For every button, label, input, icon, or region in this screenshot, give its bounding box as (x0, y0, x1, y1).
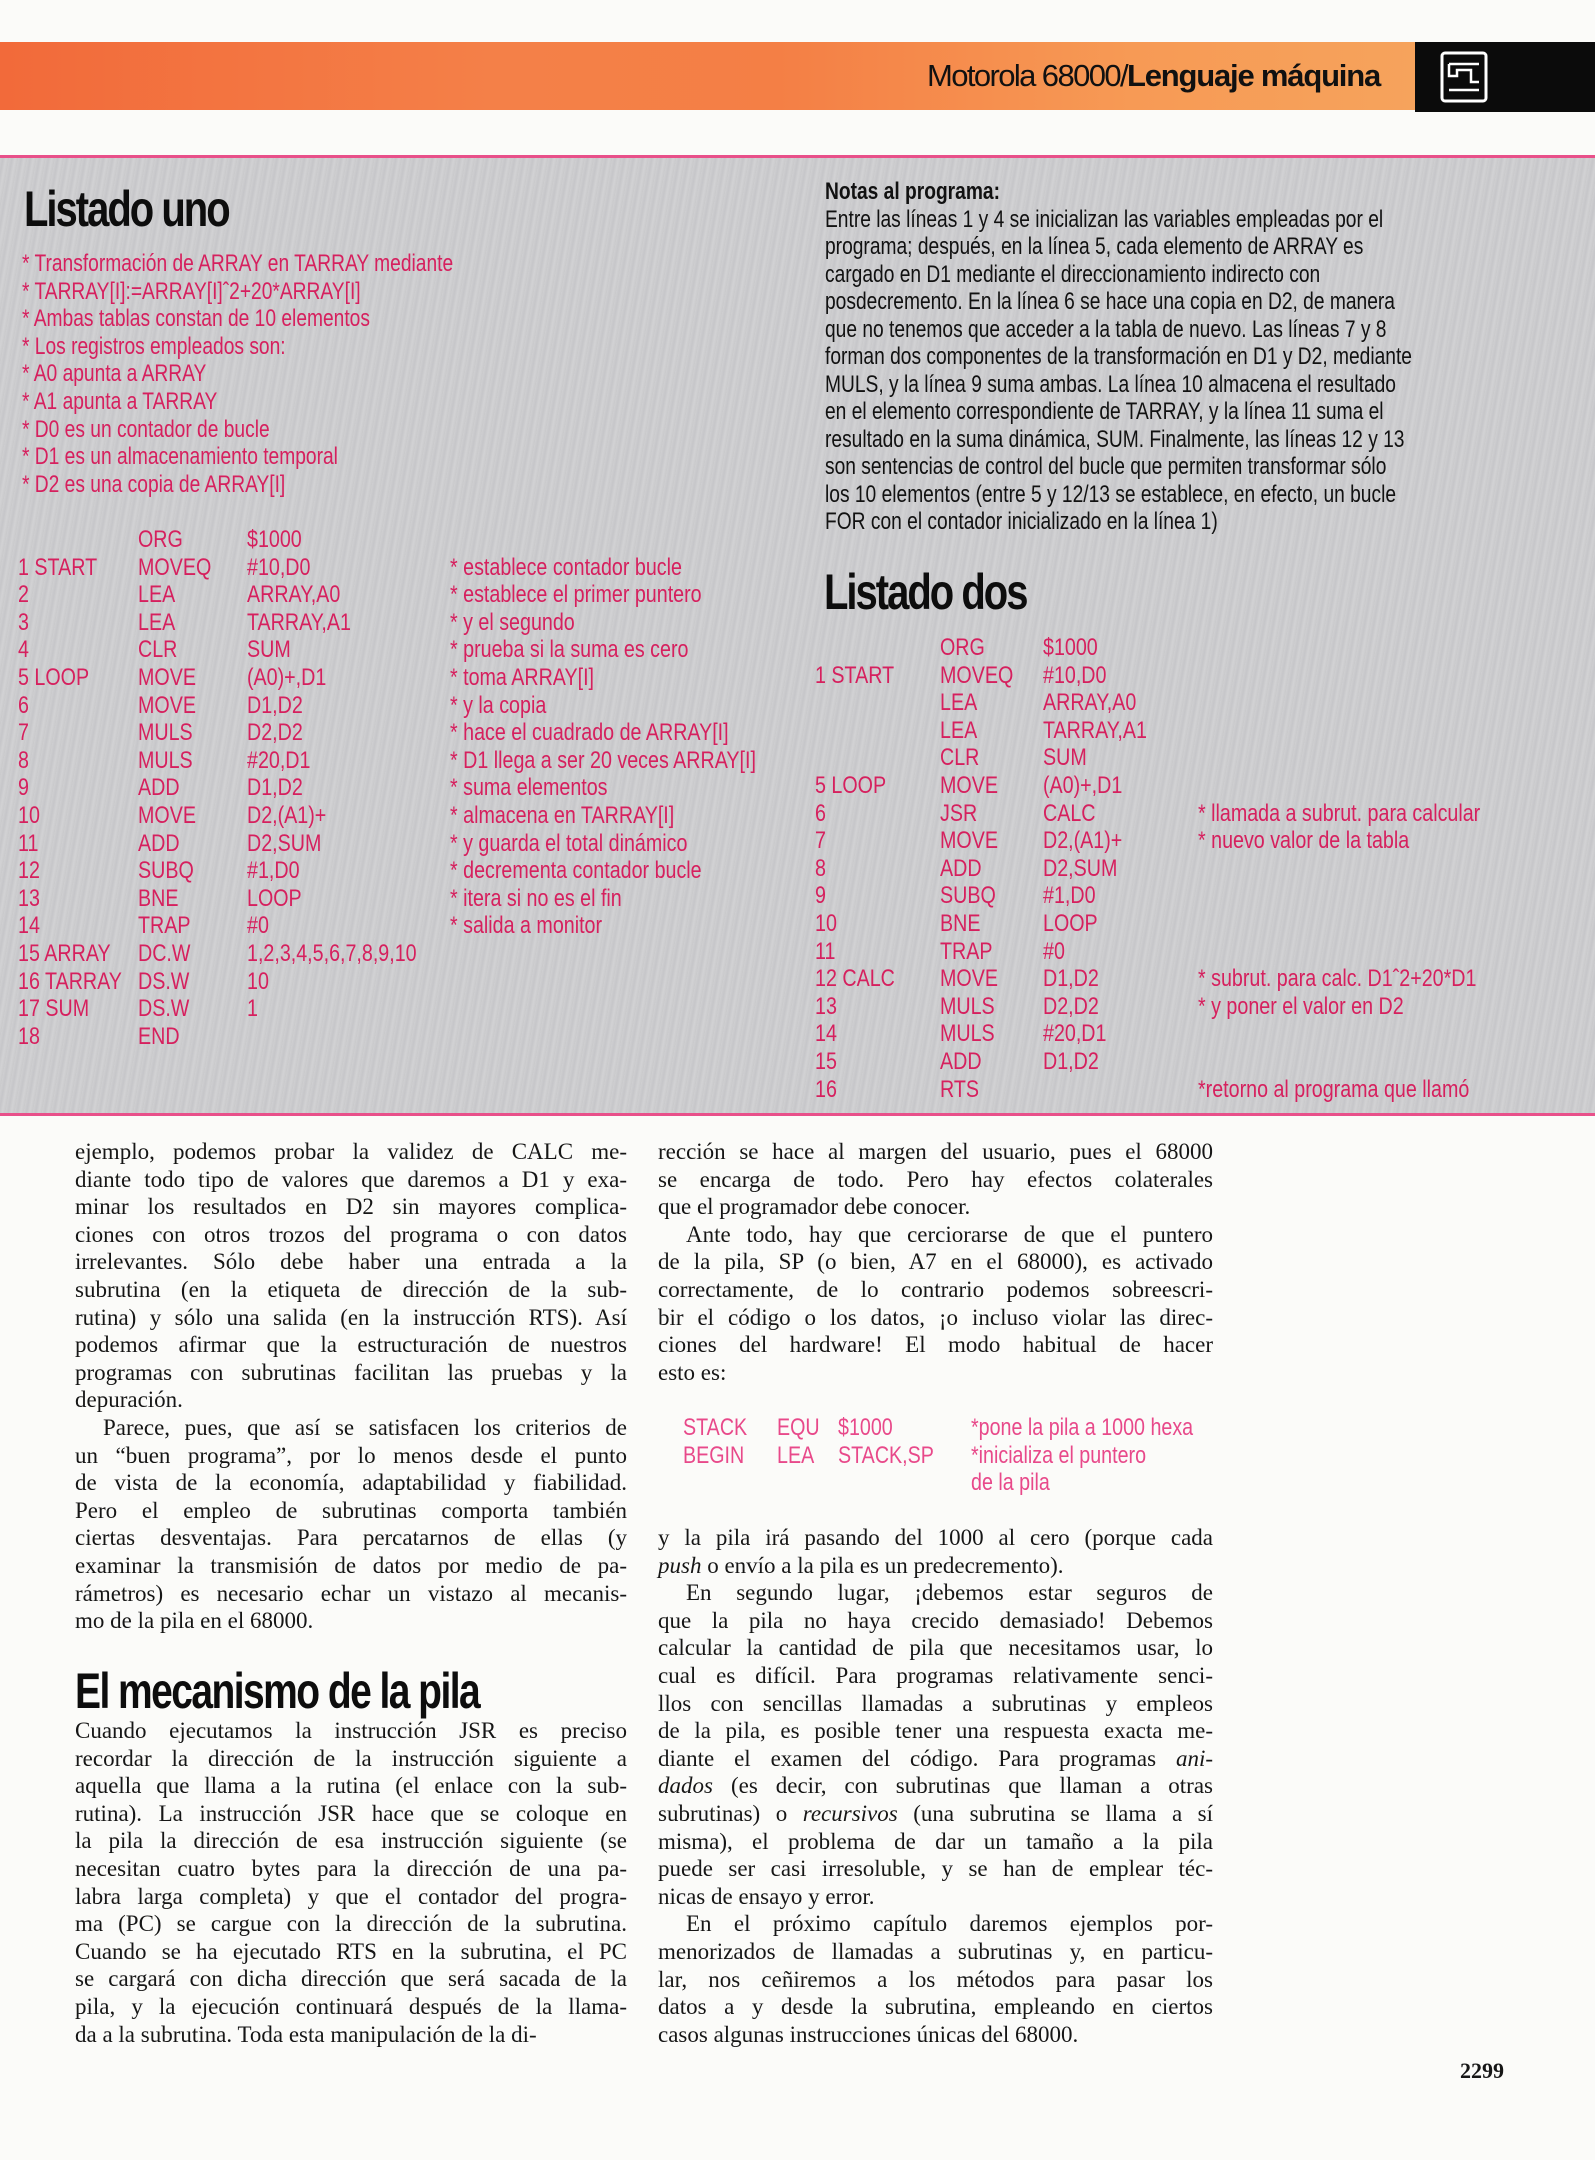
paragraph (75, 1414, 627, 1635)
code-row (0, 581, 810, 609)
line-label: 11 (815, 937, 836, 965)
text-line: En segundo lugar, ¡debemos estar seguros de (686, 1580, 1213, 1606)
notes-line: los 10 elementos (entre 5 y 12/13 se establece, en efecto, un bucle (825, 480, 1397, 508)
line-label: 14 (815, 1020, 837, 1048)
opcode: MOVE (940, 827, 998, 855)
comment-text: * TARRAY[I]:=ARRAY[I]ˆ2+20*ARRAY[I] (22, 277, 361, 305)
notes-title: Notas al programa: (825, 178, 1000, 205)
comment-text: * D1 es un almacenamiento temporal (22, 443, 338, 471)
line-label: 8 (18, 746, 29, 774)
opcode: ADD (940, 1048, 982, 1075)
opcode: ORG (138, 526, 183, 553)
comment-text: * A0 apunta a ARRAY (22, 360, 207, 388)
notes-line: forman dos componentes de la transformación en D1 y D2, mediante (825, 343, 1412, 370)
body-right-column (658, 1138, 1213, 1386)
line-label: 6 (18, 691, 29, 719)
listing-comment-line (22, 360, 252, 388)
opcode: SUBQ (138, 857, 194, 885)
operand: D2,(A1)+ (247, 802, 327, 829)
text-line: ma (PC) se cargue con la dirección de la subrutina. (75, 1911, 627, 1937)
operand: D2,SUM (247, 829, 322, 857)
line-label: 18 (18, 1022, 40, 1050)
comment: * almacena en TARRAY[I] (450, 802, 675, 829)
opcode: TRAP (940, 937, 993, 965)
operand: (A0)+,D1 (247, 664, 327, 691)
body-left-column-2 (75, 1717, 627, 2048)
opcode: MOVE (940, 965, 998, 993)
comment: * decrementa contador bucle (450, 857, 702, 885)
operand: D2,SUM (1043, 854, 1118, 882)
operand: #0 (1043, 937, 1065, 965)
opcode: MULS (138, 746, 193, 774)
code-row (0, 662, 1595, 690)
code-row (0, 634, 1595, 662)
code-row (0, 938, 1595, 966)
text-line: labra larga completa) y que el contador del progra- (75, 1883, 627, 1909)
line-label: 9 (815, 882, 826, 910)
code-row (0, 800, 1595, 828)
paragraph (658, 1579, 1213, 1910)
comment-text: * Ambas tablas constan de 10 elementos (22, 305, 370, 333)
operand: 1,2,3,4,5,6,7,8,9,10 (247, 940, 417, 967)
listing-comment-line (22, 250, 561, 278)
line-label: 9 (18, 774, 29, 802)
operand: STACK,SP (838, 1441, 934, 1469)
line-label: 13 (815, 992, 837, 1020)
comment: * y guarda el total dinámico (450, 829, 688, 857)
line-label: 15 (815, 1048, 837, 1075)
opcode: LEA (777, 1441, 815, 1469)
operand: #20,D1 (247, 746, 311, 774)
text-line: Ante todo, hay que cerciorarse de que el puntero (686, 1221, 1213, 1247)
code-row (0, 744, 1595, 772)
text-line: rutina). La instrucción JSR hace que se coloque en (75, 1800, 627, 1826)
operand: #0 (247, 912, 269, 940)
comment: *inicializa el puntero (971, 1441, 1147, 1469)
opcode: DS.W (138, 967, 190, 995)
code-row (0, 554, 810, 582)
comment: * llamada a subrut. para calcular (1198, 799, 1481, 827)
line-label: 13 (18, 884, 40, 912)
text-line: ciones del hardware! El modo habitual de hacer (658, 1332, 1213, 1358)
listing-comment-line (22, 388, 266, 416)
operand: ARRAY,A0 (1043, 689, 1137, 717)
line-label: 5 LOOP (18, 664, 90, 691)
text-line: programas con subrutinas facilitan las pruebas y la (75, 1359, 627, 1385)
opcode: CLR (138, 636, 178, 664)
opcode: BNE (138, 884, 179, 912)
listing-comment-line (22, 471, 351, 499)
text-line: ciertas desventajas. Para percatarnos de ellas (y (75, 1525, 627, 1551)
text-line: calcular la cantidad de pila que necesitamos usar, lo (658, 1635, 1213, 1661)
line-label: 17 SUM (18, 995, 90, 1023)
text-line: depuración. (75, 1387, 183, 1413)
text-line: de la pila, SP (o bien, A7 en el 68000), es activado (658, 1249, 1213, 1275)
text-line: Parece, pues, que así se satisfacen los criterios de (103, 1414, 627, 1440)
line-label: 12 CALC (815, 965, 895, 993)
notes-line: posdecremento. En la línea 6 se hace una copia en D2, de manera (825, 288, 1395, 315)
opcode: MOVE (940, 772, 998, 799)
opcode: LEA (940, 689, 978, 717)
comment: * subrut. para calc. D1ˆ2+20*D1 (1198, 965, 1477, 993)
notes-line: que no tenemos que acceder a la tabla de nuevo. Las líneas 7 y 8 (825, 315, 1387, 343)
text-line: ejemplo, podemos probar la validez de CALC me- (75, 1139, 627, 1164)
text-line: Pero el empleo de subrutinas comporta también (75, 1497, 627, 1523)
operand: $1000 (247, 526, 302, 553)
operand: #10,D0 (1043, 661, 1107, 689)
line-label: 7 (18, 719, 29, 747)
opcode: MOVEQ (940, 661, 1014, 689)
text-line: llos con sencillas llamadas a subrutinas y empleos (658, 1690, 1213, 1716)
text-line: pila, y la ejecución continuará después de la llama- (75, 1993, 627, 2019)
comment-text: * A1 apunta a TARRAY (22, 388, 218, 415)
program-notes (825, 178, 1559, 536)
notes-line: programa; después, en la línea 5, cada elemento de ARRAY es (825, 233, 1364, 260)
operand: 10 (247, 967, 269, 995)
code-row (0, 965, 1595, 993)
text-line: casos algunas instrucciones únicas del 68000. (658, 2021, 1079, 2047)
notes-line: cargado en D1 mediante el direccionamiento indirecto con (825, 260, 1321, 288)
text-line: misma), el problema de dar un tamaño a la pila (658, 1828, 1213, 1854)
operand: D2,(A1)+ (1043, 827, 1123, 855)
text-line: cual es difícil. Para programas relativamente senci- (658, 1662, 1213, 1688)
text-line: rección se hace al margen del usuario, pues el 68000 (658, 1139, 1213, 1164)
line-label: 5 LOOP (815, 772, 887, 799)
text-line: menorizados de llamadas a subrutinas y, en particu- (658, 1938, 1213, 1964)
text-line: puede ser casi irresoluble, y se han de emplear téc- (658, 1856, 1213, 1882)
operand: 1 (247, 995, 258, 1023)
operand: TARRAY,A1 (247, 608, 351, 636)
opcode: RTS (940, 1075, 980, 1103)
line-label: STACK (683, 1414, 748, 1441)
body-right-column-2 (658, 1524, 1213, 2048)
text-line: diante el examen del código. Para programas ani- (658, 1745, 1213, 1771)
operand: LOOP (1043, 910, 1098, 937)
opcode: DC.W (138, 940, 191, 967)
opcode: MOVEQ (138, 553, 212, 581)
line-label: 7 (815, 827, 826, 855)
line-label: 10 (18, 802, 40, 829)
text-line: minar los resultados en D2 sin mayores complica- (75, 1194, 627, 1220)
opcode: BNE (940, 910, 981, 937)
opcode: ADD (940, 854, 982, 882)
text-line: y la pila irá pasando del 1000 al cero (porque cada (658, 1525, 1213, 1550)
paragraph (658, 1524, 1213, 1579)
text-line: mo de la pila en el 68000. (75, 1608, 314, 1634)
opcode: DS.W (138, 995, 190, 1023)
text-line: Cuando ejecutamos la instrucción JSR es preciso (75, 1718, 627, 1743)
text-line: datos a y desde la subrutina, empleando en ciertos (658, 1994, 1213, 2020)
text-line: esto es: (658, 1359, 727, 1385)
comment: * hace el cuadrado de ARRAY[I] (450, 719, 729, 747)
comment: * suma elementos (450, 774, 608, 802)
paragraph (658, 1221, 1213, 1387)
paragraph (75, 1138, 627, 1414)
running-header (927, 58, 1380, 94)
opcode: MOVE (138, 691, 196, 719)
operand: SUM (1043, 744, 1087, 772)
comment: * itera si no es el fin (450, 884, 622, 912)
opcode: CLR (940, 744, 980, 772)
line-label: BEGIN (683, 1441, 745, 1469)
operand: $1000 (838, 1414, 893, 1441)
listing-comment-line (22, 305, 457, 333)
operand: #1,D0 (1043, 882, 1096, 910)
operand: CALC (1043, 799, 1096, 827)
text-line: un “buen programa”, por lo menos desde el punto (75, 1442, 627, 1468)
opcode: MULS (940, 992, 995, 1020)
opcode: ADD (138, 774, 180, 802)
page-number: 2299 (1460, 2058, 1504, 2083)
line-label: 16 (815, 1075, 837, 1103)
code-row (0, 717, 1595, 745)
comment: * establece contador bucle (450, 553, 682, 581)
comment-text: * D2 es una copia de ARRAY[I] (22, 470, 286, 498)
opcode: MULS (138, 719, 193, 747)
operand: #1,D0 (247, 857, 300, 885)
code-row (0, 1048, 1595, 1076)
text-line: la pila la dirección de esa instrucción siguiente (se (75, 1828, 627, 1854)
text-line: irrelevantes. Sólo debe haber una entrada a la (75, 1249, 627, 1275)
text-line: subrutina (en la etiqueta de dirección de la sub- (75, 1276, 627, 1302)
comment: * prueba si la suma es cero (450, 636, 689, 664)
code-row (0, 1020, 1595, 1048)
text-line: recordar la dirección de la instrucción siguiente a (75, 1745, 627, 1771)
comment: * salida a monitor (450, 912, 603, 940)
comment-text: * Los registros empleados son: (22, 332, 286, 360)
text-line: ciones con otros trozos del programa o con datos (75, 1221, 627, 1247)
line-label: 11 (18, 829, 39, 857)
operand: #10,D0 (247, 553, 311, 581)
circuit-chip-icon (1439, 50, 1489, 104)
operand: (A0)+,D1 (1043, 772, 1123, 799)
paragraph (75, 1717, 627, 2048)
text-line: correctamente, de lo contrario podemos sobreescri- (658, 1276, 1213, 1302)
listing-comment-line (22, 333, 352, 361)
code-row (0, 526, 810, 554)
text-line: de vista de la economía, adaptabilidad y fiabilidad. (75, 1470, 627, 1496)
opcode: LEA (940, 716, 978, 744)
operand: SUM (247, 636, 291, 664)
text-line: rámetros) es necesario echar un vistazo al mecanis- (75, 1580, 627, 1606)
text-line: bir el código o los datos, ¡o incluso violar las direc- (658, 1304, 1213, 1330)
text-line: diante todo tipo de valores que daremos a D1 y exa- (75, 1166, 627, 1192)
operand: D2,D2 (1043, 992, 1099, 1020)
line-label: 2 (18, 581, 29, 609)
line-label: 4 (18, 636, 29, 664)
paragraph (658, 1138, 1213, 1221)
code-row (0, 1076, 1595, 1104)
paragraph (658, 1910, 1213, 2048)
notes-line: MULS, y la línea 9 suma ambas. La línea 10 almacena el resultado (825, 370, 1396, 398)
text-line: aquella que llama a la rutina (el enlace con la sub- (75, 1773, 627, 1799)
operand: ARRAY,A0 (247, 581, 341, 609)
text-line: que el programador debe conocer. (658, 1194, 971, 1220)
line-label: 12 (18, 857, 40, 885)
line-label: 8 (815, 854, 826, 882)
operand: LOOP (247, 884, 302, 912)
text-line: de la pila, es posible tener una respuesta exacta me- (658, 1718, 1213, 1744)
comment: * D1 llega a ser 20 veces ARRAY[I] (450, 746, 756, 774)
text-line: En el próximo capítulo daremos ejemplos por- (686, 1911, 1213, 1937)
text-line: rutina) y sólo una salida (en la instrucción RTS). Así (75, 1304, 627, 1330)
line-label: 6 (815, 799, 826, 827)
code-row (0, 993, 1595, 1021)
divider-bottom (0, 1113, 1595, 1116)
code-row (0, 882, 1595, 910)
text-line: subrutinas) o recursivos (una subrutina se llama a sí (658, 1800, 1214, 1826)
body-left-column (75, 1138, 627, 1635)
text-line: Cuando se ha ejecutado RTS en la subrutina, el PC (75, 1938, 627, 1964)
comment-text: * Transformación de ARRAY en TARRAY mediante (22, 250, 454, 277)
listing-comment-line (22, 416, 332, 444)
text-line: se cargará con dicha dirección que será sacada de la (75, 1966, 627, 1992)
line-label: 1 START (815, 661, 895, 689)
text-line: examinar la transmisión de datos por medio de pa- (75, 1552, 627, 1578)
operand: D1,D2 (1043, 965, 1099, 993)
notes-line: Entre las líneas 1 y 4 se inicializan las variables empleadas por el (825, 205, 1384, 233)
opcode: TRAP (138, 912, 191, 940)
text-line: da a la subrutina. Toda esta manipulación de la di- (75, 2021, 537, 2047)
section-heading: El mecanismo de la pila (75, 1663, 480, 1719)
opcode: ORG (940, 634, 985, 661)
opcode: LEA (138, 581, 176, 609)
operand: $1000 (1043, 634, 1098, 661)
comment: de la pila (971, 1469, 1050, 1497)
header-series: Motorola 68000/ (926, 58, 1128, 93)
opcode: SUBQ (940, 882, 996, 910)
opcode: LEA (138, 608, 176, 636)
code-row (0, 689, 1595, 717)
code-row (0, 827, 1595, 855)
comment: *pone la pila a 1000 hexa (971, 1414, 1194, 1441)
notes-line: en el elemento correspondiente de TARRAY, y la línea 11 suma el (825, 398, 1384, 425)
opcode: END (138, 1022, 180, 1050)
text-line: que la pila no haya crecido demasiado! Debemos (658, 1607, 1213, 1633)
code-row (0, 609, 810, 637)
line-label: 1 START (18, 553, 98, 581)
notes-line: resultado en la suma dinámica, SUM. Finalmente, las líneas 12 y 13 (825, 425, 1405, 453)
listing-comment-line (22, 278, 445, 306)
comment-text: * D0 es un contador de bucle (22, 415, 270, 443)
notes-line: son sentencias de control del bucle que permiten transformar sólo (825, 453, 1387, 480)
comment: * nuevo valor de la tabla (1198, 827, 1410, 855)
opcode: JSR (940, 799, 978, 827)
opcode: EQU (777, 1414, 820, 1441)
opcode: ADD (138, 829, 180, 857)
comment: * y la copia (450, 691, 547, 719)
code-row (0, 772, 1595, 800)
operand: TARRAY,A1 (1043, 716, 1147, 744)
operand: D1,D2 (247, 774, 303, 802)
comment: *retorno al programa que llamó (1198, 1075, 1470, 1103)
notes-line: FOR con el contador inicializado en la línea 1) (825, 508, 1218, 535)
line-label: 15 ARRAY (18, 940, 111, 967)
line-label: 14 (18, 912, 40, 940)
section-badge (1415, 42, 1595, 112)
operand: D1,D2 (247, 691, 303, 719)
operand: #20,D1 (1043, 1020, 1107, 1048)
line-label: 3 (18, 608, 29, 636)
code-row (0, 855, 1595, 883)
listado-uno-title: Listado uno (24, 181, 229, 237)
opcode: MOVE (138, 664, 196, 691)
opcode: MOVE (138, 802, 196, 829)
operand: D1,D2 (1043, 1048, 1099, 1075)
comment: * establece el primer puntero (450, 581, 702, 609)
operand: D2,D2 (247, 719, 303, 747)
text-line: lar, nos ceñiremos a los métodos para pasar los (658, 1966, 1213, 1992)
code-row (0, 910, 1595, 938)
comment: * toma ARRAY[I] (450, 664, 595, 691)
text-line: se encarga de todo. Pero hay efectos colaterales (658, 1166, 1213, 1192)
opcode: MULS (940, 1020, 995, 1048)
text-line: necesitan cuatro bytes para la dirección de una pa- (75, 1855, 627, 1881)
text-line: push o envío a la pila es un predecremento). (658, 1552, 1064, 1578)
text-line: podemos afirmar que la estructuración de nuestros (75, 1332, 627, 1358)
line-label: 16 TARRAY (18, 967, 122, 995)
comment: * y poner el valor en D2 (1198, 992, 1404, 1020)
comment: * y el segundo (450, 608, 575, 636)
text-line: nicas de ensayo y error. (658, 1883, 875, 1909)
text-line: dados (es decir, con subrutinas que llaman a otras (658, 1773, 1213, 1799)
listing-comment-line (22, 443, 417, 471)
listado-dos-title: Listado dos (824, 564, 1027, 620)
header-topic: Lenguaje máquina (1127, 58, 1380, 93)
line-label: 10 (815, 910, 837, 937)
